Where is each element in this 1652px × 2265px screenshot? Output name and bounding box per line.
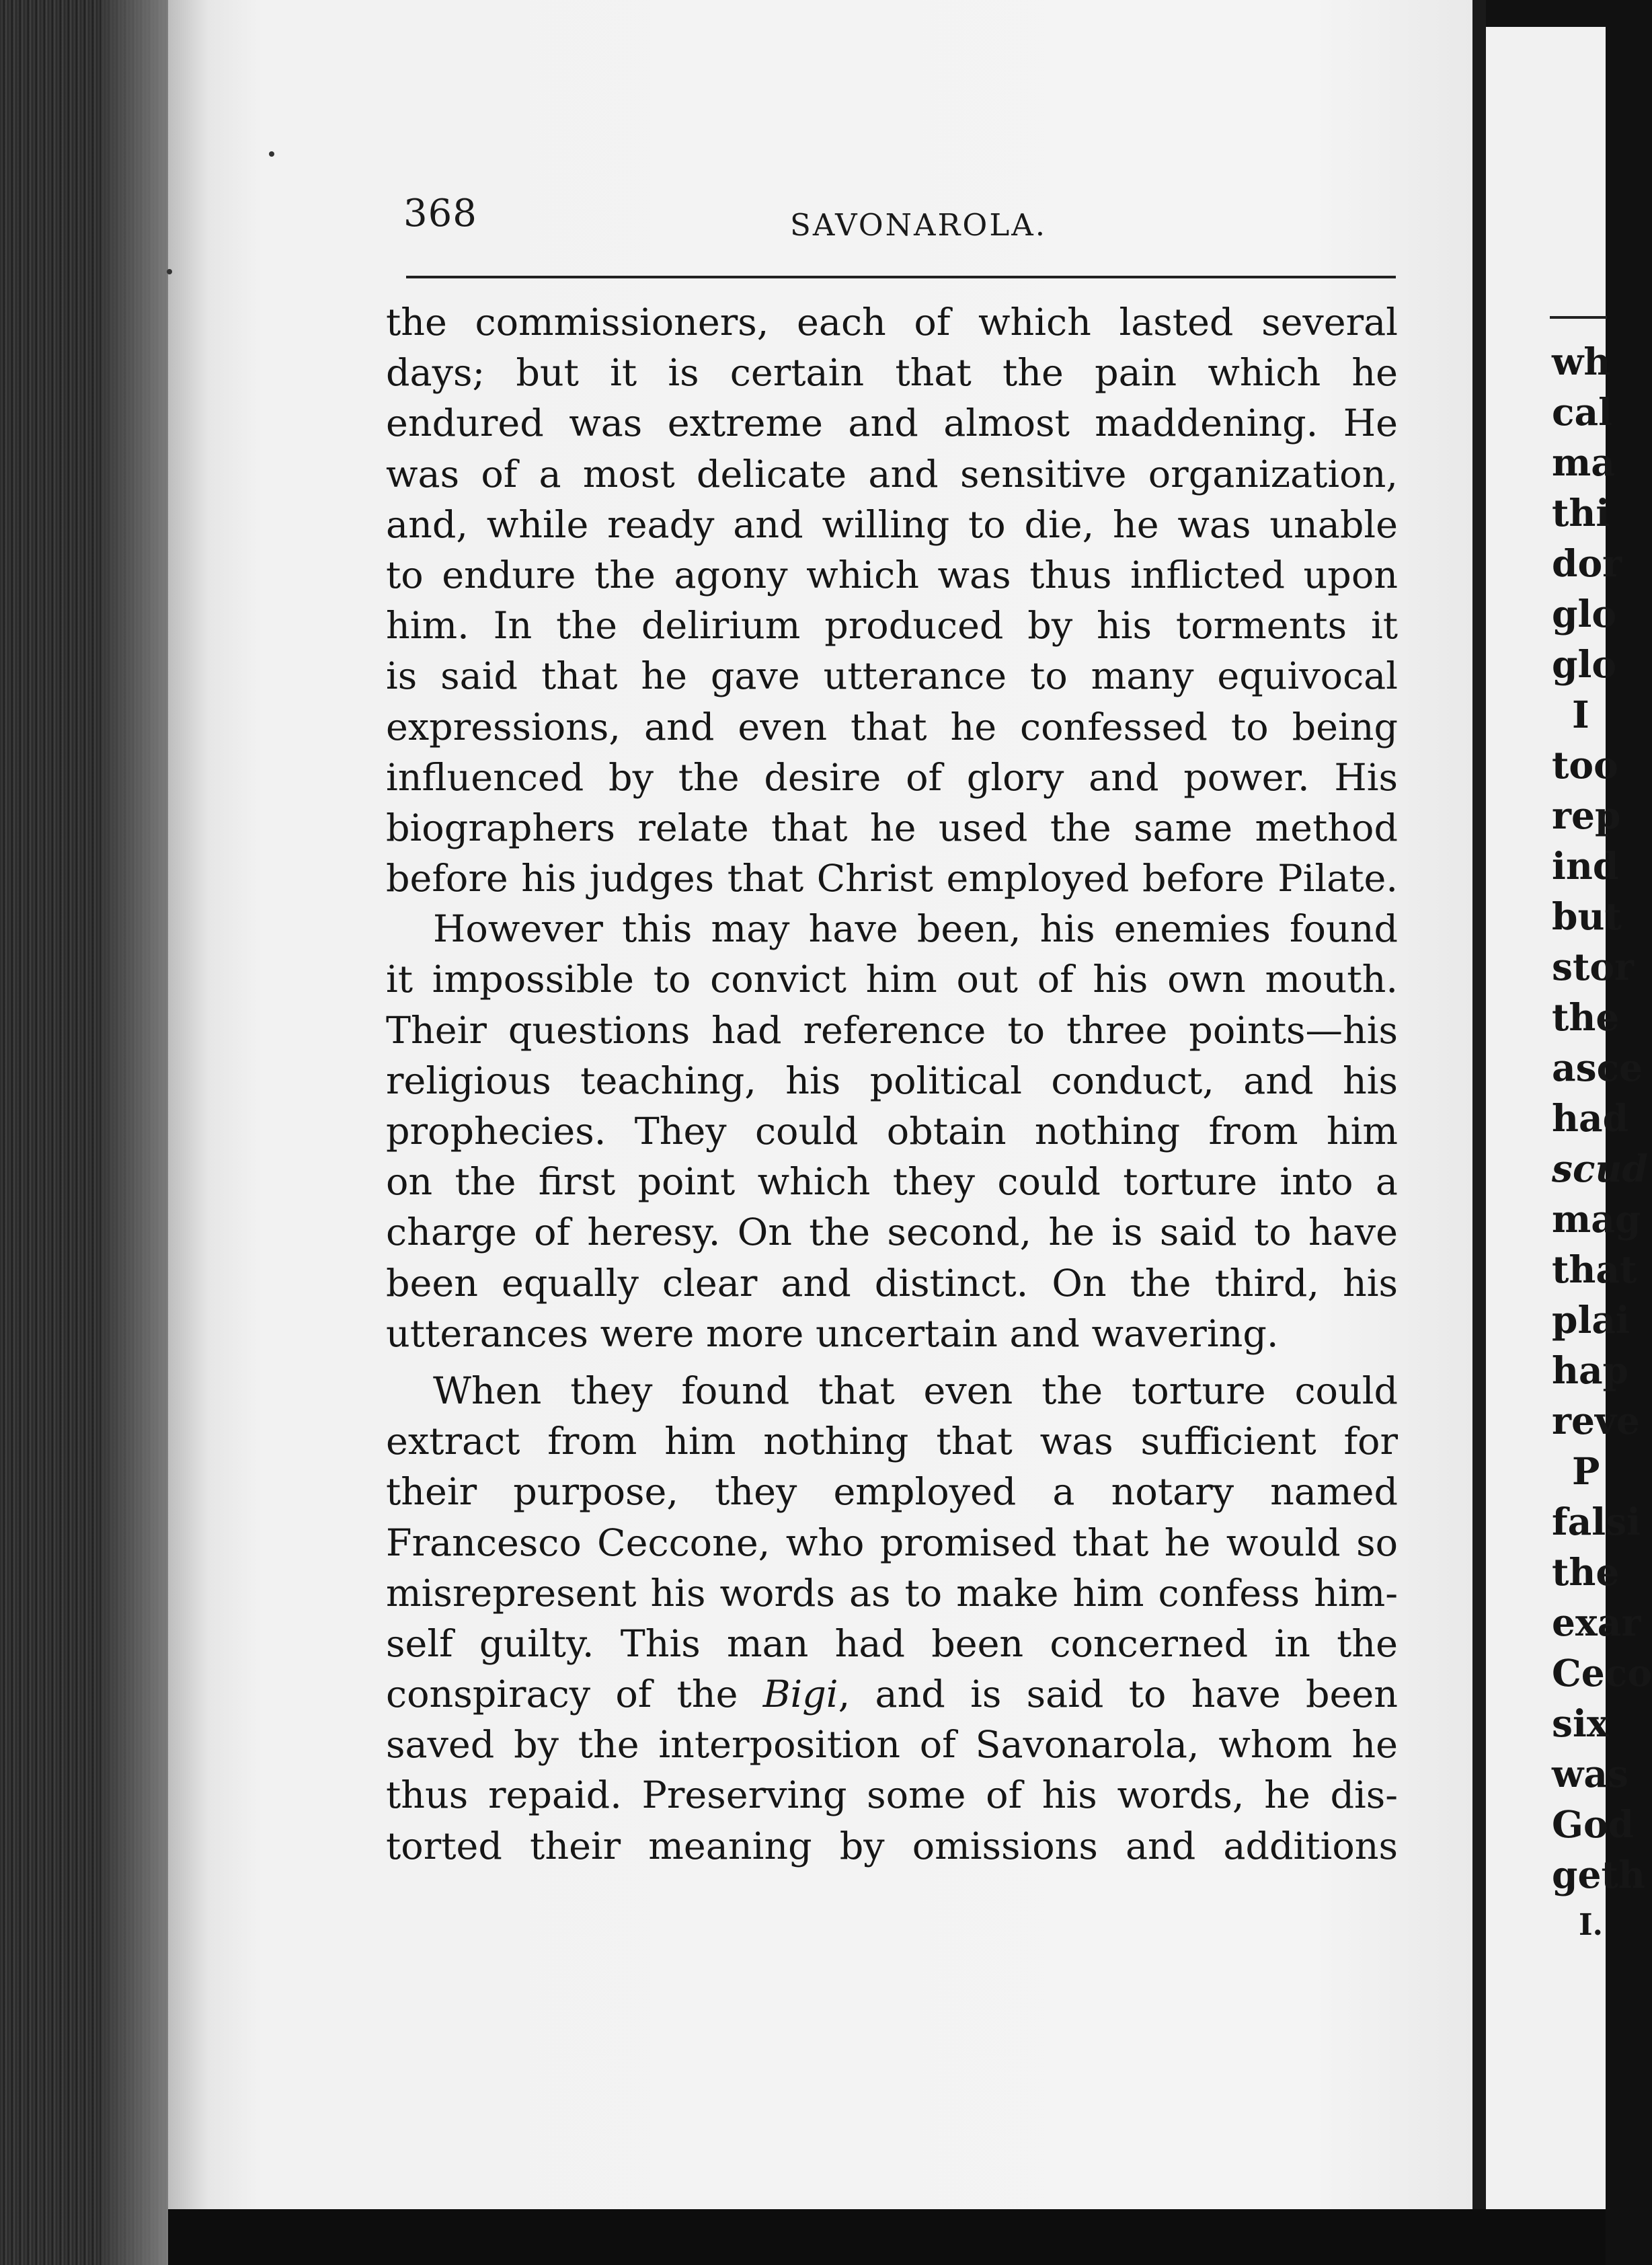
speck: [269, 151, 274, 157]
text-line: expressions, and even that he confessed to being: [386, 705, 1398, 749]
facing-line: God: [1552, 1802, 1635, 1846]
text-line: biographers relate that he used the same method: [386, 806, 1398, 850]
text-line: is said that he gave utterance to many equivocal: [386, 654, 1398, 699]
facing-line: exar: [1552, 1601, 1641, 1644]
facing-line: six: [1552, 1701, 1609, 1745]
text-line: it impossible to convict him out of his own mouth.: [386, 958, 1398, 1002]
body-text: [386, 297, 1398, 1872]
facing-page-text: [1552, 316, 1652, 1950]
facing-line: too: [1552, 743, 1618, 787]
facing-line: cal: [1552, 390, 1613, 434]
text-line: thus repaid. Preserving some of his words, he dis-: [386, 1773, 1398, 1818]
text-line: on the first point which they could torture into a: [386, 1160, 1398, 1204]
text-line: him. In the delirium produced by his torments it: [386, 604, 1398, 648]
text-line: torted their meaning by omissions and additions: [386, 1824, 1398, 1868]
facing-line: P: [1572, 1449, 1600, 1493]
facing-line: reve: [1552, 1399, 1640, 1443]
facing-line: that: [1552, 1247, 1637, 1291]
text-line: their purpose, they employed a notary named: [386, 1470, 1398, 1514]
text-line: the commissioners, each of which lasted several: [386, 301, 1398, 344]
page-gutter: [1472, 0, 1486, 2209]
facing-line: but: [1552, 894, 1622, 938]
text-line: saved by the interposition of Savonarola, whom he: [386, 1723, 1398, 1767]
page-number: 368: [403, 192, 477, 235]
text-line: influenced by the desire of glory and power. His: [386, 755, 1398, 800]
facing-line: mag: [1552, 1197, 1641, 1241]
facing-line: Ceco: [1552, 1651, 1652, 1695]
text-line: self guilty. This man had been concerned in the: [386, 1621, 1398, 1666]
facing-line: thi: [1552, 491, 1610, 535]
facing-line: the: [1552, 1550, 1620, 1594]
speck: [167, 269, 172, 274]
facing-line: hap: [1552, 1348, 1629, 1392]
text-line: to endure the agony which was thus inflicted upon: [386, 553, 1398, 597]
book-page-edges: [0, 0, 175, 2265]
text-line: days; but it is certain that the pain which he: [386, 351, 1398, 395]
text-line: When they found that even the torture could: [433, 1369, 1398, 1413]
text-line: and, while ready and willing to die, he was unable: [386, 502, 1398, 547]
text-line: religious teaching, his political conduct, and his: [386, 1059, 1398, 1103]
facing-line: dor: [1552, 541, 1622, 585]
facing-line: falsi: [1552, 1500, 1641, 1543]
facing-line: had: [1552, 1096, 1629, 1140]
facing-line: rep: [1552, 794, 1621, 837]
facing-line: scud: [1552, 1147, 1648, 1190]
facing-line: the: [1552, 995, 1620, 1039]
facing-line: glo: [1552, 642, 1617, 686]
facing-line: geth: [1552, 1853, 1645, 1896]
facing-line: I.: [1579, 1908, 1603, 1942]
text-line: misrepresent his words as to make him confess him-: [386, 1571, 1398, 1615]
text-line: Their questions had reference to three points—his: [386, 1008, 1398, 1052]
text-line: utterances were more uncertain and wavering.: [386, 1311, 1279, 1356]
text-line: extract from him nothing that was sufficient for: [386, 1420, 1398, 1464]
text-line: However this may have been, his enemies found: [433, 907, 1398, 952]
scan-bottom-edge: [168, 2209, 1606, 2265]
text-line: prophecies. They could obtain nothing from him: [386, 1110, 1398, 1153]
facing-line: glo: [1552, 592, 1617, 636]
facing-page: [1486, 27, 1652, 2209]
facing-line: asce: [1552, 1046, 1643, 1089]
running-head: SAVONAROLA.: [790, 207, 1048, 243]
facing-line: plai: [1552, 1298, 1630, 1342]
text-line: was of a most delicate and sensitive organization,: [386, 452, 1398, 496]
text-line: been equally clear and distinct. On the third, his: [386, 1261, 1398, 1305]
header-rule: [406, 276, 1396, 278]
facing-line: ma: [1552, 440, 1615, 484]
facing-line: wh: [1552, 340, 1611, 383]
text-line: charge of heresy. On the second, he is said to have: [386, 1211, 1398, 1255]
text-line: Francesco Ceccone, who promised that he would so: [386, 1521, 1398, 1565]
text-line: endured was extreme and almost maddening. He: [386, 401, 1398, 446]
text-line: conspiracy of the Bigi, and is said to have been: [386, 1673, 1398, 1717]
facing-line: stor: [1552, 945, 1635, 989]
facing-line: ind: [1552, 844, 1619, 888]
text-line: before his judges that Christ employed before Pilate.: [386, 857, 1398, 901]
facing-line: I: [1572, 693, 1589, 736]
facing-line: was: [1552, 1752, 1628, 1796]
